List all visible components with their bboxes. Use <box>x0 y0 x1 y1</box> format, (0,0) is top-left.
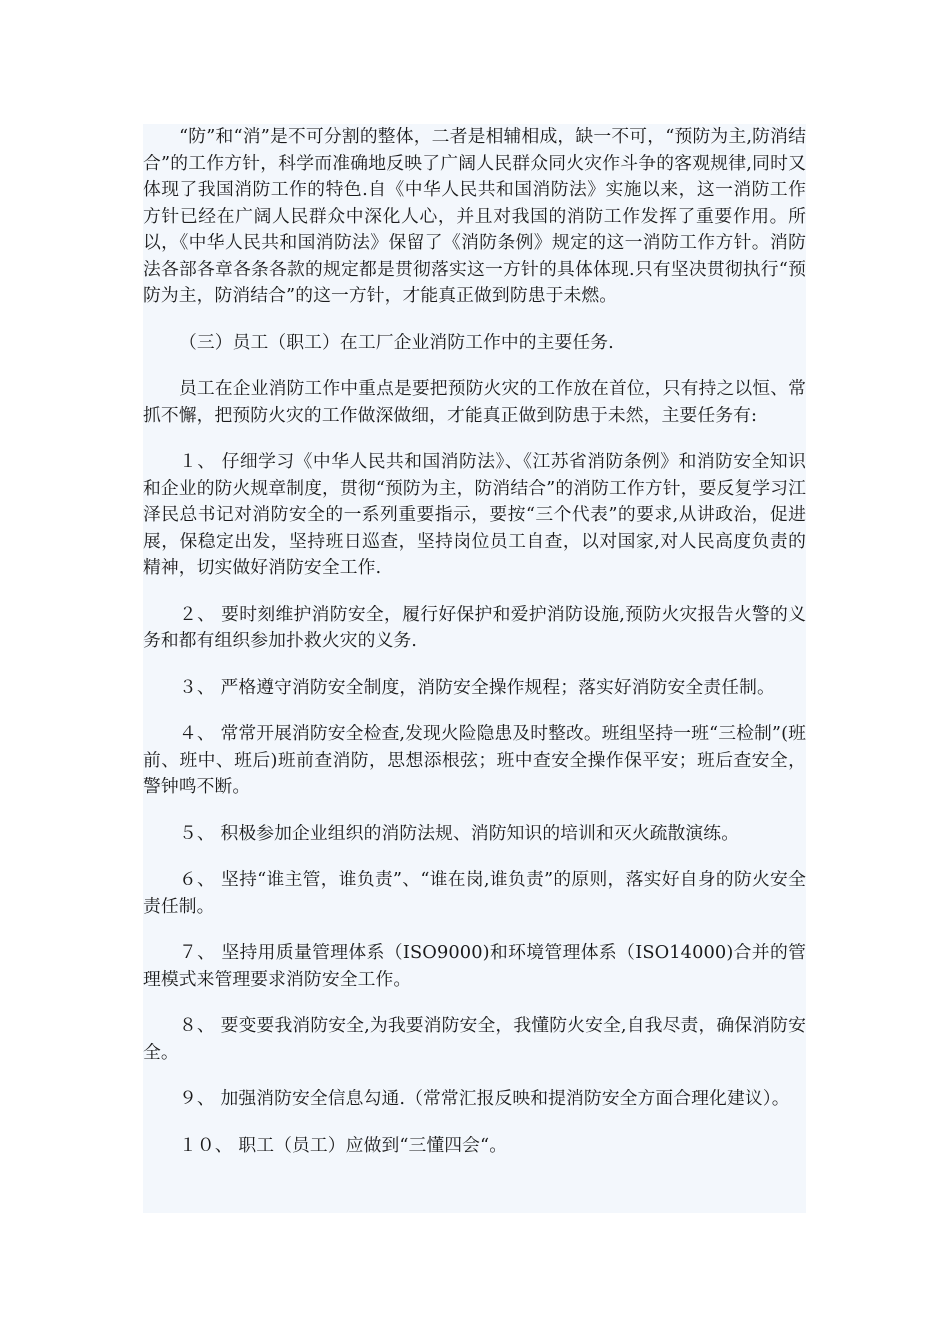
list-item-5: ５、 积极参加企业组织的消防法规、消防知识的培训和灭火疏散演练。 <box>179 822 740 844</box>
list-item-6: ６、 坚持“谁主管，谁负责”、“谁在岗,谁负责”的原则，落实好自身的防火安全责任制。 <box>143 869 806 917</box>
list-item-7: ７、 坚持用质量管理体系（ISO9000)和环境管理体系（ISO14000)合并的管理模式来管理要求消防安全工作。 <box>143 942 806 990</box>
paragraph-intro: 员工在企业消防工作中重点是要把预防火灾的工作放在首位，只有持之以恒、常抓不懈，把预防火灾的工作做深做细，才能真正做到防患于未然，主要任务有: <box>143 378 806 426</box>
list-item-2: ２、 要时刻维护消防安全，履行好保护和爱护消防设施,预防火灾报告火警的义务和都有组织参加扑救火灾的义务. <box>143 603 806 651</box>
list-item-8: ８、 要变要我消防安全,为我要消防安全，我懂防火安全,自我尽责，确保消防安全。 <box>143 1015 806 1063</box>
list-item-10: １０、 职工（员工）应做到“三懂四会“。 <box>179 1134 508 1156</box>
section-heading: （三）员工（职工）在工厂企业消防工作中的主要任务. <box>179 331 614 353</box>
list-item-4: ４、 常常开展消防安全检查,发现火险隐患及时整改。班组坚持一班“三检制”(班前、班中、班后)班前查消防，思想添根弦；班中查安全操作保平安；班后查安全，警钟鸣不断。 <box>143 723 807 797</box>
list-item-9: ９、 加强消防安全信息勾通.（常常汇报反映和提消防安全方面合理化建议）。 <box>179 1088 790 1109</box>
document-page <box>143 124 806 1213</box>
paragraph-policy: “防”和“消”是不可分割的整体，二者是相辅相成，缺一不可，“预防为主,防消结合”的工作方针，科学而准确地反映了广阔人民群众同火灾作斗争的客观规律,同时又体现了我国消防工作的特色.自《中华人民共和国消防法》实施以来，这一消防工作方针已经在广阔人民群众中深化人心，并且对我国的消防工作发挥了重要作用。所以，《中华人民共和国消防法》保留了《消防条例》规定的这一消防工作方针。消防法各部各章各条各款的规定都是贯彻落实这一方针的具体体现.只有坚决贯彻执行“预防为主，防消结合”的这一方针，才能真正做到防患于未燃。 <box>143 126 806 306</box>
list-item-3: ３、 严格遵守消防安全制度，消防安全操作规程；落实好消防安全责任制。 <box>179 676 775 698</box>
list-item-1: １、 仔细学习《中华人民共和国消防法》、《江苏省消防条例》和消防安全知识和企业的防火规章制度，贯彻“预防为主，防消结合”的消防工作方针，要反复学习江泽民总书记对消防安全的一系列重要指示，要按“三个代表”的要求,从讲政治，促进展，保稳定出发，坚持班日巡查，坚持岗位员工自查，以对国家,对人民高度负责的精神，切实做好消防安全工作. <box>143 451 806 578</box>
